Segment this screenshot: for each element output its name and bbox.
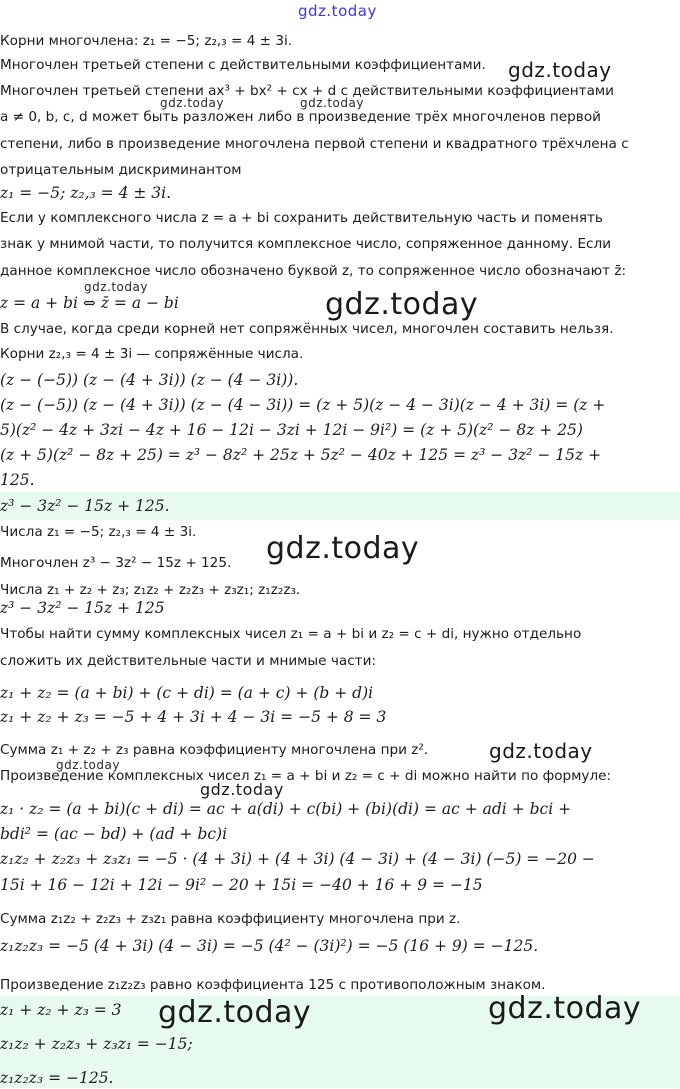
watermark-logo: gdz.today [489,739,593,763]
math-line: 15i + 16 − 12i + 12i − 9i² − 20 + 15i = −40 + 16 + 9 = −15 [0,876,483,894]
math-line: 5)(z² − 4z + 3zi − 4z + 16 − 12i − 3zi + 12i − 9i²) = (z + 5)(z² − 8z + 25) [0,421,583,439]
math-line: (z − (−5)) (z − (4 + 3i)) (z − (4 − 3i)) = (z + 5)(z − 4 − 3i)(z − 4 + 3i) = (z + [0,396,606,414]
watermark-logo: gdz.today [84,280,148,294]
math-line: (z + 5)(z² − 8z + 25) = z³ − 8z² + 25z + 5z² − 40z + 125 = z³ − 3z² − 15z + [0,446,602,464]
watermark-logo: gdz.today [200,780,284,799]
math-line: z₁ = −5; z₂,₃ = 4 ± 3i. [0,184,172,202]
text-line: Произведение комплексных чисел z₁ = a + bi и z₂ = c + di можно найти по формуле: [0,768,612,784]
math-line: z³ − 3z² − 15z + 125 [0,599,165,617]
math-line: 125. [0,471,35,489]
answer-sum: z₁ + z₂ + z₃ = 3 [0,1001,122,1019]
answer-polynomial: z³ − 3z² − 15z + 125. [0,497,170,515]
text-line: В случае, когда среди корней нет сопряжённых чисел, многочлен составить нельзя. [0,321,614,337]
text-line: Числа z₁ + z₂ + z₃; z₁z₂ + z₂z₃ + z₃z₁; z₁z₂z₃. [0,582,301,598]
text-line: Корни z₂,₃ = 4 ± 3i — сопряжённые числа. [0,346,304,362]
text-line: Если у комплексного числа z = a + bi сохранить действительную часть и поменять [0,210,603,226]
text-line: данное комплексное число обозначено буквой z, то сопряженное число обозначают z̄: [0,263,627,279]
text-line: Многочлен z³ − 3z² − 15z + 125. [0,555,232,571]
watermark-logo: gdz.today [300,96,364,110]
watermark-logo: gdz.today [325,287,479,322]
text-line: степени, либо в произведение многочлена первой степени и квадратного трёхчлена с [0,136,629,152]
text-line: Чтобы найти сумму комплексных чисел z₁ = a + bi и z₂ = c + di, нужно отдельно [0,626,582,642]
watermark-logo: gdz.today [508,58,612,82]
text-line: Корни многочлена: z₁ = −5; z₂,₃ = 4 ± 3i. [0,33,293,49]
answer-product: z₁z₂z₃ = −125. [0,1069,114,1087]
math-line: z₁ + z₂ = (a + bi) + (c + di) = (a + c) + (b + d)i [0,684,374,702]
text-line: Многочлен третьей степени с действительными коэффициентами. [0,57,486,73]
math-line: (z − (−5)) (z − (4 + 3i)) (z − (4 − 3i)). [0,371,299,389]
math-line: bdi² = (ac − bd) + (ad + bc)i [0,825,228,843]
math-line: z₁ + z₂ + z₃ = −5 + 4 + 3i + 4 − 3i = −5 + 8 = 3 [0,708,387,726]
watermark-logo: gdz.today [266,531,420,566]
math-line: z₁z₂ + z₂z₃ + z₃z₁ = −5 · (4 + 3i) + (4 + 3i) (4 − 3i) + (4 − 3i) (−5) = −20 − [0,850,595,868]
math-line: z₁ · z₂ = (a + bi)(c + di) = ac + a(di) + c(bi) + (bi)(di) = ac + adi + bci + [0,800,572,818]
text-line: отрицательным дискриминантом [0,162,242,178]
text-line: Произведение z₁z₂z₃ равно коэффициента 125 с противоположным знаком. [0,977,546,993]
math-line: z₁z₂z₃ = −5 (4 + 3i) (4 − 3i) = −5 (4² − (3i)²) = −5 (16 + 9) = −125. [0,937,539,955]
text-line: Сумма z₁ + z₂ + z₃ равна коэффициенту многочлена при z². [0,742,429,758]
text-line: Сумма z₁z₂ + z₂z₃ + z₃z₁ равна коэффициенту многочлена при z. [0,911,461,927]
text-line: сложить их действительные части и мнимые части: [0,653,377,669]
answer-pair-sum: z₁z₂ + z₂z₃ + z₃z₁ = −15; [0,1035,193,1053]
watermark-logo: gdz.today [298,2,377,20]
math-line: z = a + bi ⇔ z̄ = a − bi [0,294,179,312]
text-line: Многочлен третьей степени ax³ + bx² + cx + d с действительными коэффициентами [0,83,614,99]
watermark-logo: gdz.today [160,96,224,110]
watermark-logo: gdz.today [158,995,312,1030]
text-line: знак у мнимой части, то получится комплексное число, сопряженное данному. Если [0,236,612,252]
text-line: Числа z₁ = −5; z₂,₃ = 4 ± 3i. [0,524,197,540]
watermark-logo: gdz.today [488,991,642,1026]
watermark-logo: gdz.today [56,758,120,772]
text-line: a ≠ 0, b, c, d может быть разложен либо в произведение трёх многочленов первой [0,109,601,125]
